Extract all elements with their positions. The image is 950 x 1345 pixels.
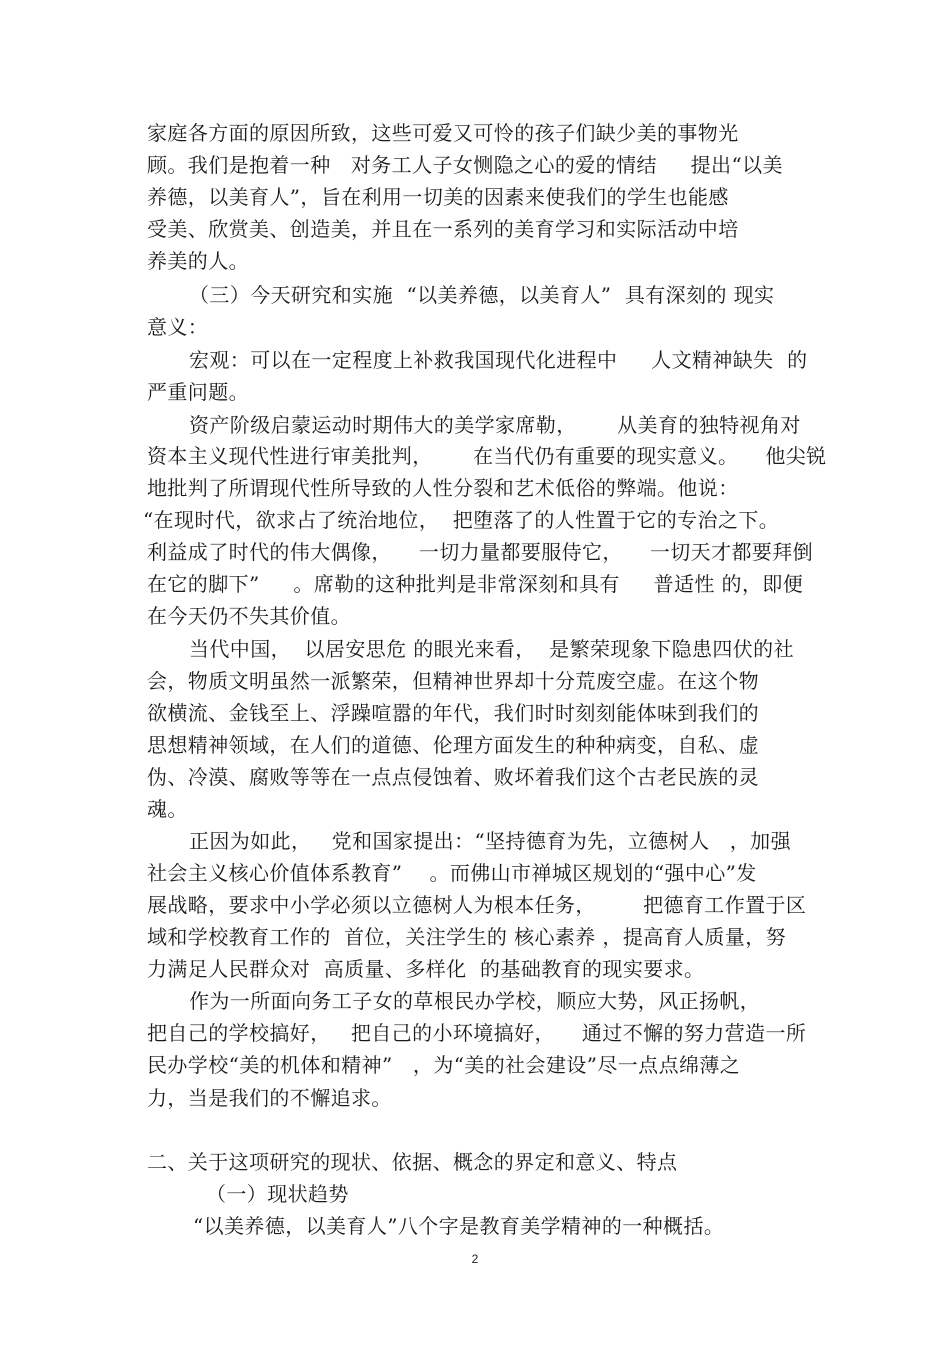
text-line: 思想精神领域，在人们的道德、伦理方面发生的种种病变，自私、虚 (147, 733, 759, 757)
text-line: 严重问题。 (147, 380, 249, 404)
page-number: 2 (471, 1252, 479, 1266)
section-heading: （三）今天研究和实施 “以美养德，以美育人” 具有深刻的 现实 (189, 283, 775, 307)
text-line: “以美养德，以美育人”八个字是教育美学精神的一种概括。 (193, 1214, 725, 1238)
text-line: 把自己的学校搞好， 把自己的小环境搞好， 通过不懈的努力营造一所 (147, 1021, 807, 1045)
text-line: 地批判了所谓现代性所导致的人性分裂和艺术低俗的弊端。他说： (147, 476, 739, 500)
text-line: 意义： (147, 315, 209, 339)
text-line: 资本主义现代性进行审美批判， 在当代仍有重要的现实意义。 他尖锐 (147, 444, 827, 468)
text-line: 资产阶级启蒙运动时期伟大的美学家席勒， 从美育的独特视角对 (189, 413, 801, 437)
chapter-heading: 二、关于这项研究的现状、依据、概念的界定和意义、特点 (147, 1150, 678, 1174)
quote-line: 利益成了时代的伟大偶像， 一切力量都要服侍它， 一切天才都要拜倒 (147, 540, 814, 564)
text-line: 社会主义核心价值体系教育” 。而佛山市禅城区规划的“强中心”发 (147, 861, 757, 885)
text-line: 展战略，要求中小学必须以立德树人为根本任务， 把德育工作置于区 (147, 893, 807, 917)
text-line: 民办学校“美的机体和精神” ，为“美的社会建设”尽一点点绵薄之 (147, 1053, 741, 1077)
text-line: 当代中国， 以居安思危 的眼光来看， 是繁荣现象下隐患四伏的社 (189, 637, 794, 661)
text-line: 魂。 (147, 797, 188, 821)
text-line: 作为一所面向务工子女的草根民办学校，顺应大势，风正扬帆， (189, 989, 761, 1013)
text-line: 会，物质文明虽然一派繁荣，但精神世界却十分荒废空虚。在这个物 (147, 669, 759, 693)
text-line: 力，当是我们的不懈追求。 (147, 1086, 392, 1110)
text-line: 宏观：可以在一定程度上补救我国现代化进程中 人文精神缺失 的 (189, 348, 808, 372)
text-line: 域和学校教育工作的 首位，关注学生的 核心素养 ，提高育人质量，努 (147, 925, 787, 949)
text-line: 受美、欣赏美、创造美，并且在一系列的美育学习和实际活动中培 (147, 217, 739, 241)
text-line: 家庭各方面的原因所致，这些可爱又可怜的孩子们缺少美的事物光 (147, 121, 739, 145)
text-line: 养美的人。 (147, 249, 249, 273)
text-line: 在今天仍不失其价值。 (147, 604, 351, 628)
quote-line: “在现时代，欲求占了统治地位， 把堕落了的人性置于它的专治之下。 (143, 508, 780, 532)
text-line: 欲横流、金钱至上、浮躁喧嚣的年代，我们时时刻刻能体味到我们的 (147, 701, 759, 725)
section-heading: （一）现状趋势 (206, 1182, 349, 1206)
text-line: 顾。我们是抱着一种 对务工人子女恻隐之心的爱的情结 提出“以美 (147, 153, 783, 177)
text-line: 养德，以美育人”，旨在利用一切美的因素来使我们的学生也能感 (147, 185, 729, 209)
text-line: 力满足人民群众对 高质量、多样化 的基础教育的现实要求。 (147, 957, 705, 981)
text-line: 在它的脚下” 。席勒的这种批判是非常深刻和具有 普适性 的，即便 (147, 572, 804, 596)
text-line: 伪、冷漠、腐败等等在一点点侵蚀着、败坏着我们这个古老民族的灵 (147, 765, 759, 789)
text-line: 正因为如此， 党和国家提出：“坚持德育为先，立德树人 ，加强 (189, 829, 791, 853)
